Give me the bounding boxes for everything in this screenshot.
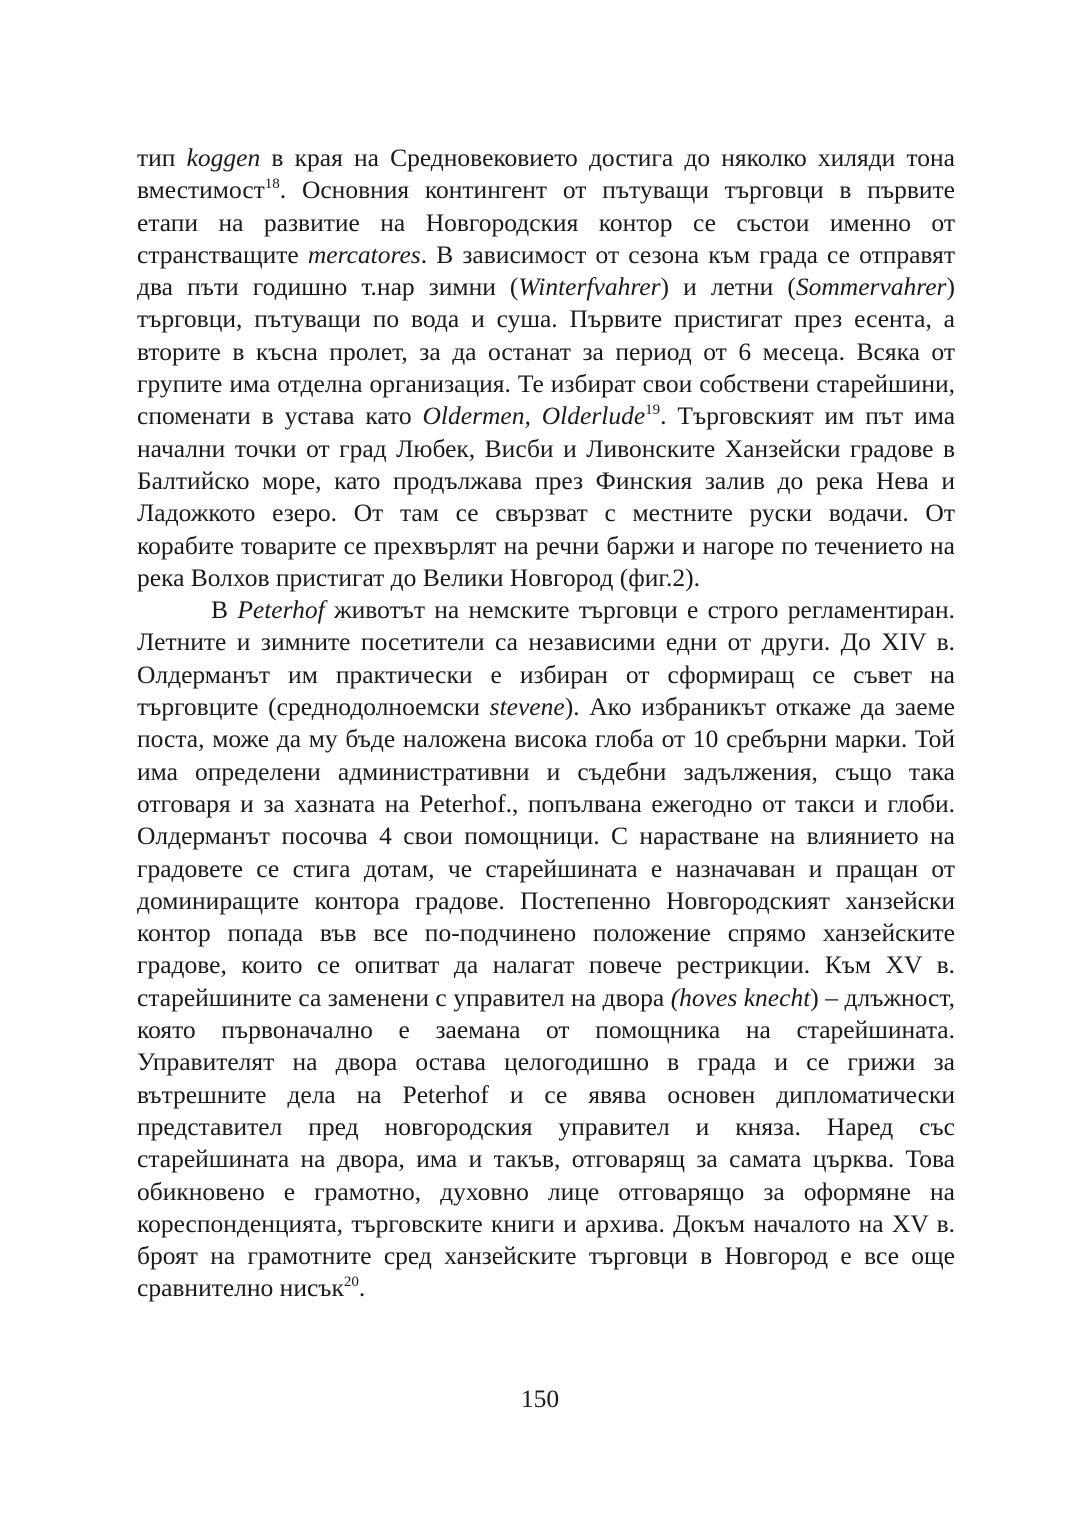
text-span: животът на немските търговци е строго регламентиран. Летните и зимните посетители са независими едни от други. До XIV в. Олдерманът им практически е избиран от сформиращ се съвет на търговците (среднодолноемски <box>137 595 956 722</box>
footnote-ref-18: 18 <box>264 176 280 193</box>
text-span: В <box>211 595 238 625</box>
italic-term-koggen: koggen <box>186 143 261 172</box>
footnote-ref-20: 20 <box>343 1274 359 1291</box>
italic-term-sommervahrer: Sommervahrer <box>795 272 947 302</box>
text-span: в края на Средновековието достига до няколко хиляди тона вместимост <box>137 143 956 205</box>
footnote-ref-19: 19 <box>645 402 661 419</box>
paragraph-1 <box>137 142 955 594</box>
text-span: ) – длъжност, която първоначално е заемана от помощника на старейшината. Управителят на двора остава целогодишно в града и се грижи за вътрешните дела на Peterhof и се явява основен дипломатически представител пред новгородския управител и княза. Наред със старейшината на двора, има и такъв, отговарящ за самата църква. Това обикновено е грамотно, духовно лице отговарящо за оформяне на кореспонденцията, търговските книги и архива. Докъм началото на XV в. броят на грамотните сред ханзейските търговци в Новгород е все още сравнително нисък <box>137 982 955 1303</box>
italic-term-stevene: stevene <box>489 692 565 722</box>
text-span: ) търговци, пътуващи по вода и суша. Първите пристигат през есента, а вторите в късна пролет, за да останат за период от 6 месеца. Всяка от групите има отделна организация. Те избират свои собствени старейшини, споменати в устава като <box>137 272 955 431</box>
text-span: . Основния контингент от пътуващи търговци в първите етапи на развитие на Новгородския контор се състои именно от странстващите <box>137 175 955 269</box>
italic-term-oldermen: Oldermen, Olderlude <box>422 401 646 431</box>
page-number: 150 <box>520 1384 560 1413</box>
italic-term-winterfvahrer: Winterfvahrer <box>518 272 661 302</box>
text-span: ) и летни ( <box>660 272 796 302</box>
italic-term-hoves-knecht: (hoves knecht <box>670 982 811 1012</box>
body-text <box>137 142 955 1305</box>
italic-term-peterhof: Peterhof <box>237 595 325 625</box>
paragraph-2 <box>137 594 955 1305</box>
text-span: . Търговският им път има начални точки от град Любек, Висби и Ливонските Ханзейски градове в Балтийско море, като продължава през Финския залив до река Нева и Ладожкото езеро. От там се свързват с местните руски водачи. От корабите товарите се прехвърлят на речни баржи и нагоре по течението на река Волхов пристигат до Велики Новгород (фиг.2). <box>137 401 956 592</box>
text-span: тип <box>137 143 187 172</box>
text-span: . <box>358 1273 366 1303</box>
italic-term-mercatores: mercatores <box>307 239 421 269</box>
text-span: . В зависимост от сезона към града се отправят два пъти годишно т.нар зимни ( <box>137 239 955 302</box>
text-span: ). Ако избраникът откаже да заеме поста, може да му бъде наложена висока глоба от 10 сребърни марки. Той има определени административни и съдебни задължения, също така отговаря и за хазната на Peterhof., попълвана ежегодно от такси и глоби. Олдерманът посочва 4 свои помощници. С нарастване на влиянието на градовете се стига дотам, че старейшината е назначаван и пращан от доминиращите контора градове. Постепенно Новгородският ханзейски контор попада във все по-подчинено положение спрямо ханзейските градове, които се опитват да налагат повече рестрикции. Към XV в. старейшините са заменени с управител на двора <box>137 692 955 1012</box>
